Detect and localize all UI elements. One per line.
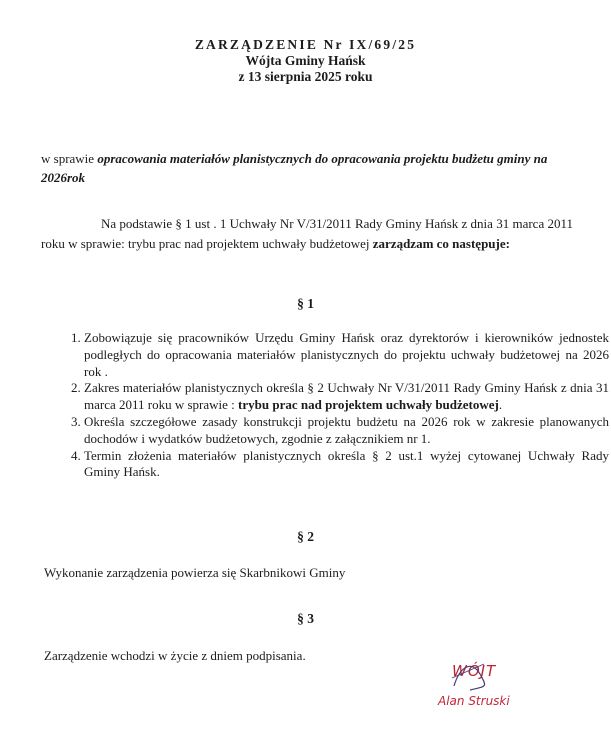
signature-name: Alan Struski bbox=[438, 694, 510, 708]
legal-basis-bold: zarządzam co następuje: bbox=[372, 236, 510, 251]
document-date: z 13 sierpnia 2025 roku bbox=[238, 69, 373, 84]
section-1-list bbox=[60, 330, 609, 481]
list-item-text: Zakres materiałów planistycznych określa § 2 Uchwały Nr V/31/2011 Rady Gminy Hańsk z dnia 31 marca 2011 roku w sprawie : bbox=[84, 380, 609, 413]
section-heading-2: § 2 bbox=[297, 529, 314, 544]
subject-prefix: w sprawie bbox=[41, 151, 98, 166]
signature-scribble-icon bbox=[450, 656, 490, 696]
list-item-text: Zobowiązuje się pracowników Urzędu Gminy Hańsk oraz dyrektorów i kierowników jednostek podległych do opracowania materiałów planistycznych do projektu uchwały budżetowej na 2026 rok . bbox=[84, 330, 609, 379]
section-heading-3: § 3 bbox=[297, 611, 314, 626]
signature-stamp bbox=[438, 656, 528, 716]
section-3-text: Zarządzenie wchodzi w życie z dniem podpisania. bbox=[44, 648, 306, 663]
list-item-tail: . bbox=[498, 397, 503, 413]
list-item bbox=[84, 414, 609, 448]
list-item-bold: trybu prac nad projektem uchwały budżetowej bbox=[238, 397, 499, 413]
legal-basis bbox=[41, 214, 573, 254]
legal-basis-text: Na podstawie § 1 ust . 1 Uchwały Nr V/31/2011 Rady Gminy Hańsk z dnia 31 marca 2011 roku w sprawie: trybu prac nad projektem uchwały budżetowej bbox=[41, 216, 573, 251]
section-heading-1: § 1 bbox=[297, 296, 314, 311]
list-item-text: Określa szczegółowe zasady konstrukcji projektu budżetu na 2026 rok w zakresie planowanych dochodów i wydatków budżetowych, zgodnie z załącznikiem nr 1. bbox=[84, 413, 609, 446]
document-subject bbox=[41, 149, 581, 187]
subject-topic: opracowania materiałów planistycznych do opracowania projektu budżetu gminy na 2026rok bbox=[41, 151, 548, 185]
section-2-text: Wykonanie zarządzenia powierza się Skarbnikowi Gminy bbox=[44, 565, 346, 580]
seal-stamp: WÓJT bbox=[452, 662, 497, 680]
document-title: ZARZĄDZENIE Nr IX/69/25 bbox=[194, 37, 417, 52]
list-item bbox=[84, 448, 609, 482]
list-item-text: Termin złożenia materiałów planistycznych określa § 2 ust.1 wyżej cytowanej Uchwały Rady Gminy Hańsk. bbox=[84, 447, 609, 480]
document-issuer: Wójta Gminy Hańsk bbox=[245, 53, 366, 68]
list-item bbox=[84, 330, 609, 380]
list-item bbox=[84, 380, 609, 414]
